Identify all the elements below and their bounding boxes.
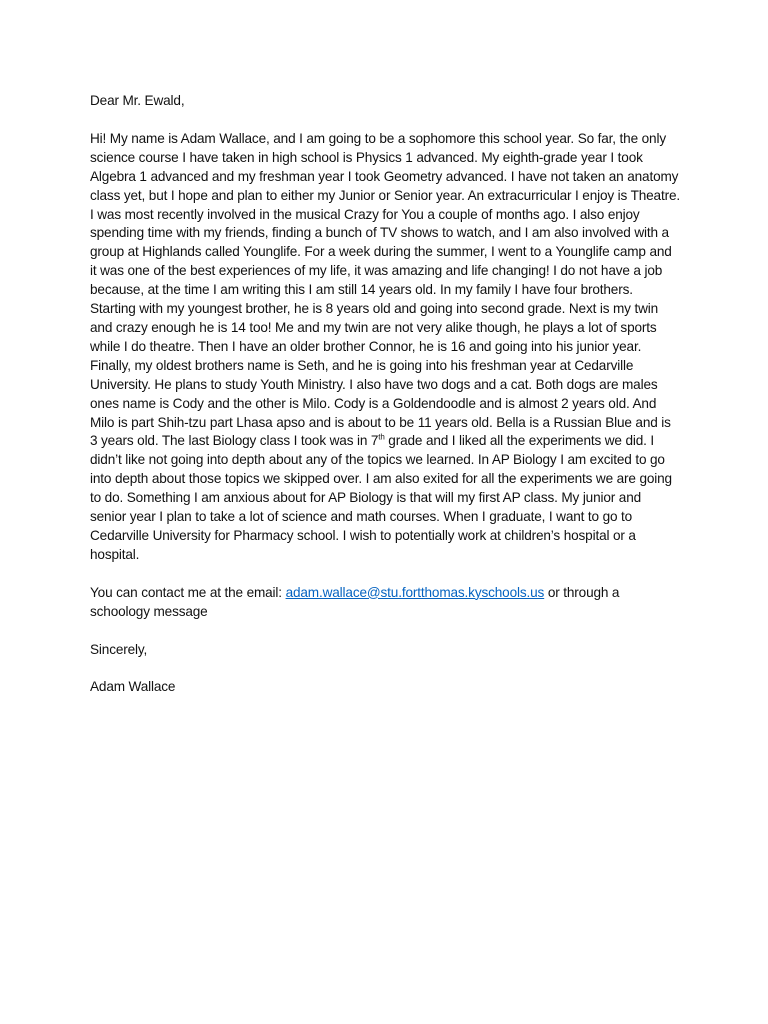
letter-body-paragraph [90,130,680,565]
contact-suffix: or through a schoology message [90,584,620,619]
letter-closing: Sincerely, [90,641,148,657]
contact-prefix: You can contact me at the email: [90,584,286,600]
letter-page [90,92,680,716]
body-text-part-1: Hi! My name is Adam Wallace, and I am going to be a sophomore this school year. So far, the only science course I have taken in high school is Physics 1 advanced. My eighth-grade year I took Algebra 1 advanced and my freshman year I took Geometry advanced. I have not taken an anatomy class yet, but I hope and plan to either my Junior or Senior year. An extracurricular I enjoy is Theatre. I was most recently involved in the musical Crazy for You a couple of months ago. I also enjoy spending time with my friends, finding a bunch of TV shows to watch, and I am also involved with a group at Highlands called Younglife. For a week during the summer, I went to a Younglife camp and it was one of the best experiences of my life, it was amazing and life changing! I do not have a job because, at the time I am writing this I am still 14 years old. In my family I have four brothers. Starting with my youngest brother, he is 8 years old and going into second grade. Next is my twin and crazy enough he is 14 too! Me and my twin are not very alike though, he plays a lot of sports while I do theatre. Then I have an older brother Connor, he is 16 and going into his junior year. Finally, my oldest brothers name is Seth, and he is going into his freshman year at Cedarville University. He plans to study Youth Ministry. I also have two dogs and a cat. Both dogs are males ones name is Cody and the other is Milo. Cody is a Goldendoodle and is almost 2 years old. And Milo is part Shih-tzu part Lhasa apso and is about to be 11 years old. Bella is a Russian Blue and is 3 years old. The last Biology class I took was in 7 [90,130,680,449]
email-link[interactable]: adam.wallace@stu.fortthomas.kyschools.us [285,584,545,600]
ordinal-superscript: th [378,432,385,442]
letter-signature: Adam Wallace [90,679,176,695]
letter-greeting: Dear Mr. Ewald, [90,93,185,108]
body-text-part-2: grade and I liked all the experiments we did. I didn’t like not going into depth about any of the topics we learned. In AP Biology I am excited to go into depth about those topics we skipped over. I am also exited for all the experiments we are going to do. Something I am anxious about for AP Biology is that will my first AP class. My junior and senior year I plan to take a lot of science and math courses. When I graduate, I want to go to Cedarville University for Pharmacy school. I wish to potentially work at children’s hospital or a hospital. [90,433,672,562]
contact-paragraph [90,584,680,622]
